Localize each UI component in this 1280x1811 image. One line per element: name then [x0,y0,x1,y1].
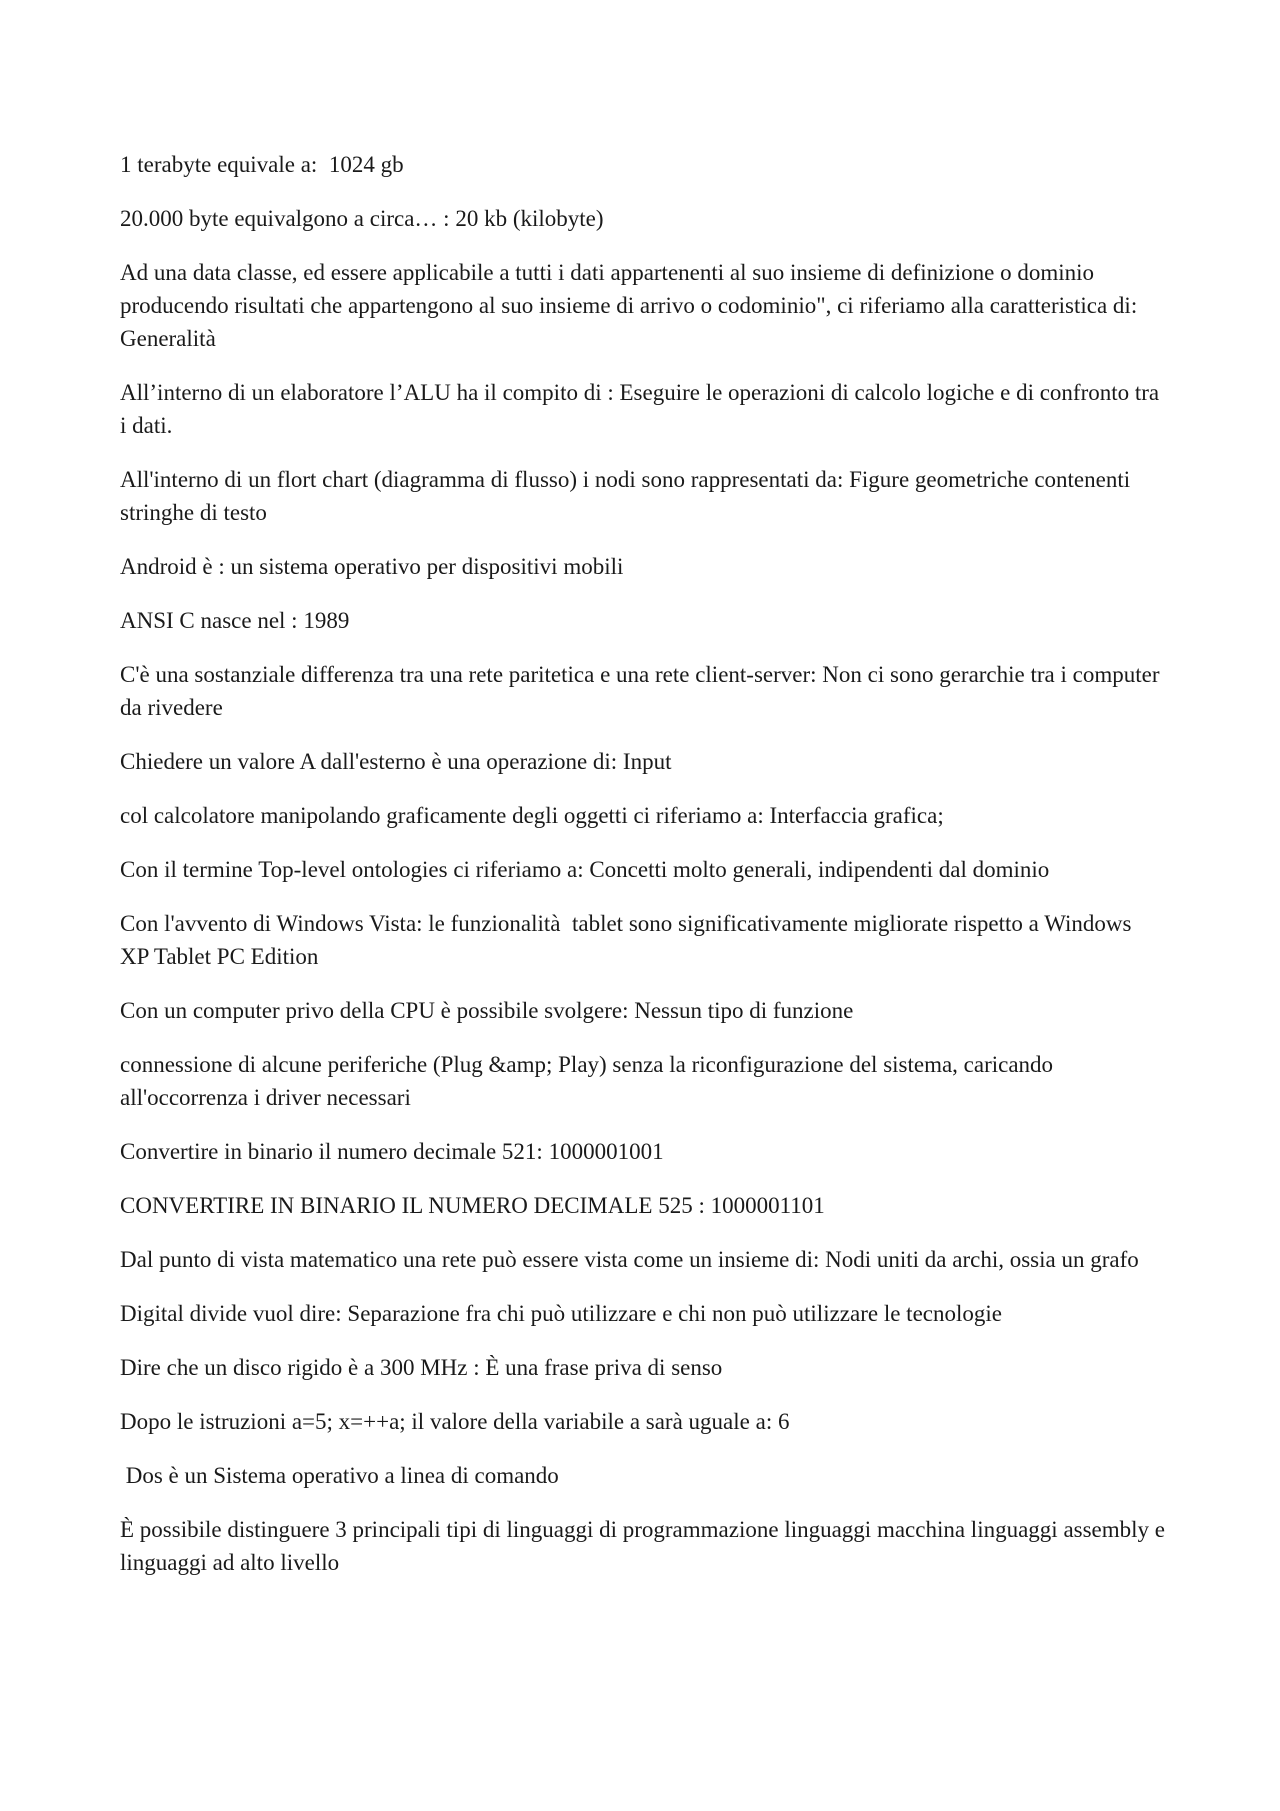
paragraph: 1 terabyte equivale a: 1024 gb [120,152,404,177]
paragraph: ANSI C nasce nel : 1989 [120,608,350,633]
paragraph: Dire che un disco rigido è a 300 MHz : È una frase priva di senso [120,1355,723,1380]
paragraph: Con il termine Top-level ontologies ci riferiamo a: Concetti molto generali, indipendenti dal dominio [120,857,1050,882]
paragraph: Convertire in binario il numero decimale 521: 1000001001 [120,1139,664,1164]
paragraph: Dos è un Sistema operativo a linea di comando [120,1463,559,1488]
paragraph: Dal punto di vista matematico una rete può essere vista come un insieme di: Nodi uniti da archi, ossia un grafo [120,1247,1139,1272]
document-body [120,148,1171,1600]
paragraph: All'interno di un flort chart (diagramma di flusso) i nodi sono rappresentati da: Figure geometriche contenenti stringhe di testo [120,467,1136,525]
paragraph: Android è : un sistema operativo per dispositivi mobili [120,554,624,579]
paragraph: Con un computer privo della CPU è possibile svolgere: Nessun tipo di funzione [120,998,854,1023]
paragraph: Dopo le istruzioni a=5; x=++a; il valore della variabile a sarà uguale a: 6 [120,1409,790,1434]
paragraph: CONVERTIRE IN BINARIO IL NUMERO DECIMALE 525 : 1000001101 [120,1193,825,1218]
paragraph: col calcolatore manipolando graficamente degli oggetti ci riferiamo a: Interfaccia grafica; [120,803,944,828]
paragraph: connessione di alcune periferiche (Plug &amp; Play) senza la riconfigurazione del sistema, caricando all'occorrenza i driver necessari [120,1052,1059,1110]
paragraph: 20.000 byte equivalgono a circa… : 20 kb (kilobyte) [120,206,604,231]
paragraph: Digital divide vuol dire: Separazione fra chi può utilizzare e chi non può utilizzare le tecnologie [120,1301,1002,1326]
paragraph: È possibile distinguere 3 principali tipi di linguaggi di programmazione linguaggi macchina linguaggi assembly e linguaggi ad alto livello [120,1517,1171,1575]
paragraph: Ad una data classe, ed essere applicabile a tutti i dati appartenenti al suo insieme di definizione o dominio producendo risultati che appartengono al suo insieme di arrivo o codominio", ci riferiamo alla caratteristica di: Generalità [120,260,1143,351]
paragraph: Con l'avvento di Windows Vista: le funzionalità tablet sono significativamente migliorate rispetto a Windows XP Tablet PC Edition [120,911,1138,969]
paragraph: Chiedere un valore A dall'esterno è una operazione di: Input [120,749,672,774]
paragraph: All’interno di un elaboratore l’ALU ha il compito di : Eseguire le operazioni di calcolo logiche e di confronto tra i dati. [120,380,1165,438]
paragraph: C'è una sostanziale differenza tra una rete paritetica e una rete client-server: Non ci sono gerarchie tra i computer da rivedere [120,662,1166,720]
